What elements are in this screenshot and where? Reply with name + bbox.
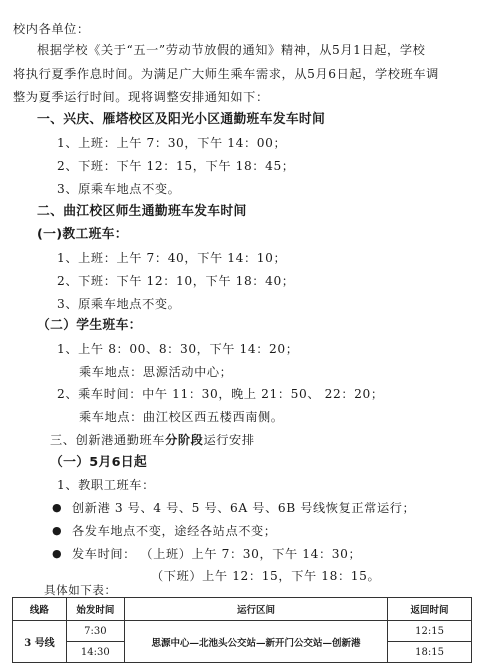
- section-3-title-suffix: 运行安排: [203, 433, 255, 447]
- bullet-item-1: 创新港 3 号、4 号、5 号、6A 号、6B 号线恢复正常运行；: [72, 501, 416, 515]
- intro-line-1: 根据学校《关于“五一”劳动节放假的通知》精神，从5月1日起，学校: [37, 43, 426, 57]
- bullet-icon: ●: [52, 547, 62, 560]
- student-item-1: 1、上午 8：00、8：30，下午 14：20；: [57, 342, 299, 356]
- route-cell: 思源中心—北池头公交站—新开门公交站—创新港: [124, 621, 387, 663]
- section-1-item-1: 1、上班：上午 7：30，下午 14：00；: [57, 136, 287, 150]
- section-1-item-3: 3、原乘车地点不变。: [57, 182, 181, 196]
- staff-bus-title: (一)教工班车：: [37, 227, 128, 242]
- section-1-item-2: 2、下班：下午 12：15，下午 18：45；: [57, 159, 295, 173]
- bullet-item-2: 各发车地点不变，途经各站点不变；: [72, 524, 277, 538]
- student-bus-title: （二）学生班车：: [37, 318, 142, 333]
- phase-1-title: （一）5月6日起: [50, 455, 147, 470]
- staff-item-2: 2、下班：下午 12：10，下午 18：40；: [57, 274, 295, 288]
- salutation: 校内各单位：: [13, 22, 90, 36]
- student-item-2: 2、乘车时间：中午 11：30，晚上 21：50、 22：20；: [57, 387, 384, 401]
- staff-item-1: 1、上班：上午 7：40，下午 14：10；: [57, 251, 287, 265]
- table-intro: 具体如下表：: [44, 583, 117, 597]
- shuttle-schedule-table: [12, 597, 472, 663]
- student-pickup-2: 乘车地点：曲江校区西五楼西南侧。: [79, 410, 284, 424]
- section-3-title: [50, 432, 255, 448]
- header-line: 线路: [13, 598, 67, 621]
- intro-line-3: 整为夏季运行时间。现将调整安排通知如下：: [13, 90, 269, 104]
- intro-line-2: 将执行夏季作息时间。为满足广大师生乘车需求，从5月6日起，学校班车调: [13, 67, 439, 81]
- return-time-cell: 12:15: [388, 621, 472, 642]
- header-return-time: 返回时间: [388, 598, 472, 621]
- section-3-title-prefix: 三、创新港通勤班车: [50, 433, 166, 447]
- depart-time-cell: 14:30: [66, 642, 124, 663]
- section-2-title: 二、曲江校区师生通勤班车发车时间: [37, 204, 247, 219]
- header-route: 运行区间: [124, 598, 387, 621]
- bullet-item-3: 发车时间： （上班）上午 7：30，下午 14：30；: [72, 547, 362, 561]
- header-depart-time: 始发时间: [66, 598, 124, 621]
- bullet-icon: ●: [52, 524, 62, 537]
- table-row: [13, 621, 472, 642]
- table-header-row: [13, 598, 472, 621]
- return-time-cell: 18:15: [388, 642, 472, 663]
- departure-time-line-2: （下班）上午 12：15，下午 18：15。: [151, 569, 381, 583]
- staff-shuttle-subtitle: 1、教职工班车：: [57, 478, 155, 492]
- depart-time-cell: 7:30: [66, 621, 124, 642]
- staff-item-3: 3、原乘车地点不变。: [57, 297, 181, 311]
- student-pickup-1: 乘车地点：思源活动中心；: [79, 365, 233, 379]
- section-1-title: 一、兴庆、雁塔校区及阳光小区通勤班车发车时间: [37, 112, 326, 127]
- bullet-icon: ●: [52, 501, 62, 514]
- section-3-title-bold: 分阶段: [165, 433, 204, 447]
- line-cell: 3 号线: [13, 621, 67, 663]
